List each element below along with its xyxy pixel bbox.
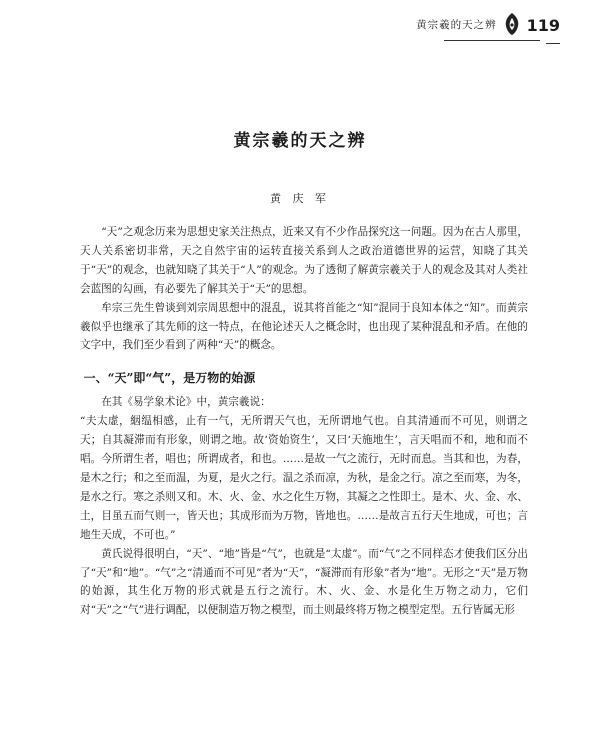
- running-head-title: 黄宗羲的天之辨: [416, 19, 497, 31]
- running-head: [416, 12, 560, 36]
- body-paragraph: “天”之观念历来为思想史家关注热点，近来又有不少作品探究这一问题。因为在古人那里，天人关系密切非常，天之自然宇宙的运转直接关系到人之政治道德世界的运营，知晓了其关于“天”的观念，也就知晓了其关于“人”的观念。为了透彻了解黄宗羲关于人的观念及其对人类社会蓝图的勾画，有必要先了解其关于“天”的思想。: [80, 226, 528, 295]
- article-author: 黄 庆 军: [270, 192, 330, 205]
- body-paragraph: 黄氏说得很明白，“天”、“地”皆是“气”，也就是“太虚”。而“气”之不同样态才使我们区分出了“天”和“地”。“气”之“清通而不可见”者为“天”，“凝滞而有形象”者为“地”。无形之“天”是万物的始源，其生化万物的形式就是五行之流行。木、火、金、水是化生万物之动力，它们对“天”之“气”进行调配，以便制造万物之模型，而土则最终将万物之模型定型。五行皆属无形: [80, 547, 528, 617]
- header-rule: [444, 40, 540, 41]
- section-heading: 一、“天”即“气”，是万物的始源: [83, 371, 256, 386]
- article-title: 黄宗羲的天之辨: [233, 131, 367, 151]
- ornament-icon: [503, 12, 521, 36]
- quote-intro: 在其《易学象术论》中，黄宗羲说：: [101, 396, 271, 409]
- header-rule-short: [546, 43, 560, 44]
- body-paragraph: 牟宗三先生曾谈到刘宗周思想中的混乱，说其将首能之“知”混同于良知本体之“知”。而黄宗羲似乎也继承了其先师的这一特点，在他论述天人之概念时，也出现了某种混乱和矛盾。在他的文字中，我们至少看到了两种“天”的概念。: [80, 301, 528, 352]
- article-body: [80, 223, 528, 620]
- block-quote: “夫太虚，絪缊相感，止有一气，无所谓天气也，无所谓地气也。自其清通而不可见，则谓之天；自其凝滞而有形象，则谓之地。故‘资始资生’，又曰‘天施地生’，言天唱而不和，地和而不唱。今所谓生者，唱也；所谓成者，和也。……是故一气之流行，无时而息。当其和也，为春，是木之行；和之至而温，为夏，是火之行。温之杀而凉，为秋，是金之行。凉之至而寒，为冬，是水之行。寒之杀则又和。木、火、金、水之化生万物，其凝之之性即土。是木、火、金、水、土，目虽五而气则一，皆天也；其成形而为万物，皆地也。……是故言五行天生地成，可也；言地生天成，不可也。”: [80, 415, 528, 541]
- page-number: 119: [526, 16, 560, 35]
